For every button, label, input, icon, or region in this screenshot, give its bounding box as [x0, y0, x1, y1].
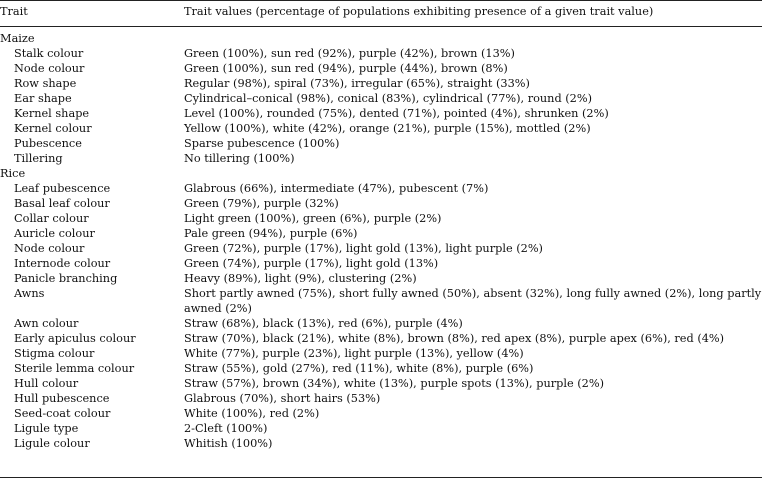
trait-values-cell: Light green (100%), green (6%), purple (2%): [184, 212, 442, 225]
table-row: [0, 316, 762, 331]
table-row: [0, 46, 762, 61]
trait-name-cell: Row shape: [14, 77, 77, 90]
trait-values-cell: White (77%), purple (23%), light purple (13%), yellow (4%): [184, 347, 524, 360]
table-row: [0, 76, 762, 91]
table-row: [0, 346, 762, 361]
table-row: [0, 271, 762, 286]
table-row: [0, 436, 762, 451]
trait-values-cell: Glabrous (66%), intermediate (47%), pubescent (7%): [184, 182, 489, 195]
trait-name-cell: Pubescence: [14, 137, 82, 150]
trait-name-cell: Seed-coat colour: [14, 407, 111, 420]
trait-name-cell: Panicle branching: [14, 272, 118, 285]
trait-name-cell: Early apiculus colour: [14, 332, 136, 345]
table-row: [0, 376, 762, 391]
section-heading: Maize: [0, 32, 35, 45]
trait-values-cell: Glabrous (70%), short hairs (53%): [184, 392, 381, 405]
table-row: [0, 226, 762, 241]
trait-values-cell: Level (100%), rounded (75%), dented (71%), pointed (4%), shrunken (2%): [184, 107, 609, 120]
table-row: [0, 241, 762, 256]
table-top-rule: [0, 0, 762, 1]
table-row: [0, 361, 762, 376]
trait-name-cell: Ligule colour: [14, 437, 90, 450]
trait-name-cell: Awns: [14, 287, 45, 300]
trait-name-cell: Kernel colour: [14, 122, 92, 135]
trait-name-cell: Stalk colour: [14, 47, 84, 60]
table-row: [0, 391, 762, 406]
trait-values-cell: Whitish (100%): [184, 437, 273, 450]
trait-name-cell: Collar colour: [14, 212, 89, 225]
trait-values-cell: Straw (70%), black (21%), white (8%), brown (8%), red apex (8%), purple apex (6%), red (4%): [184, 332, 725, 345]
table-row: [0, 106, 762, 121]
table-row: [0, 151, 762, 166]
trait-name-cell: Sterile lemma colour: [14, 362, 135, 375]
trait-values-cell: Sparse pubescence (100%): [184, 137, 340, 150]
trait-name-cell: Ligule type: [14, 422, 79, 435]
trait-values-cell: Yellow (100%), white (42%), orange (21%), purple (15%), mottled (2%): [184, 122, 591, 135]
column-header-trait: Trait: [0, 5, 28, 18]
header-rule: [0, 26, 762, 27]
table-row: [0, 421, 762, 436]
trait-values-cell: 2-Cleft (100%): [184, 422, 268, 435]
trait-name-cell: Node colour: [14, 62, 85, 75]
table-row: [0, 286, 762, 316]
table-row: [0, 331, 762, 346]
trait-name-cell: Awn colour: [14, 317, 79, 330]
section-heading: Rice: [0, 167, 26, 180]
trait-name-cell: Hull pubescence: [14, 392, 110, 405]
trait-values-cell: No tillering (100%): [184, 152, 295, 165]
trait-values-cell: White (100%), red (2%): [184, 407, 320, 420]
trait-values-cell: Straw (55%), gold (27%), red (11%), white (8%), purple (6%): [184, 362, 534, 375]
table-row: [0, 406, 762, 421]
trait-values-cell: Pale green (94%), purple (6%): [184, 227, 358, 240]
table-body: [0, 31, 762, 451]
trait-values-cell: Regular (98%), spiral (73%), irregular (65%), straight (33%): [184, 77, 530, 90]
trait-name-cell: Leaf pubescence: [14, 182, 111, 195]
table-row: [0, 136, 762, 151]
trait-name-cell: Ear shape: [14, 92, 72, 105]
table-row: [0, 91, 762, 106]
trait-name-cell: Node colour: [14, 242, 85, 255]
trait-values-cell: Green (72%), purple (17%), light gold (13%), light purple (2%): [184, 242, 543, 255]
column-header-trait-values: Trait values (percentage of populations exhibiting presence of a given trait value): [184, 5, 654, 18]
table-row: [0, 181, 762, 196]
table-row: [0, 196, 762, 211]
trait-name-cell: Tillering: [14, 152, 63, 165]
trait-name-cell: Auricle colour: [14, 227, 95, 240]
trait-name-cell: Hull colour: [14, 377, 79, 390]
trait-values-cell: Green (74%), purple (17%), light gold (13%): [184, 257, 439, 270]
table-row: [0, 256, 762, 271]
table-row: [0, 211, 762, 226]
table-bottom-rule: [0, 477, 762, 478]
trait-name-cell: Stigma colour: [14, 347, 95, 360]
table-row: [0, 61, 762, 76]
trait-values-cell: Green (100%), sun red (92%), purple (42%), brown (13%): [184, 47, 515, 60]
trait-values-cell: Short partly awned (75%), short fully awned (50%), absent (32%), long fully awned (2%), long partly awned (2%): [184, 287, 762, 315]
trait-name-cell: Kernel shape: [14, 107, 90, 120]
trait-values-cell: Green (100%), sun red (94%), purple (44%), brown (8%): [184, 62, 508, 75]
trait-values-cell: Green (79%), purple (32%): [184, 197, 339, 210]
trait-values-cell: Heavy (89%), light (9%), clustering (2%): [184, 272, 417, 285]
table-row: [0, 121, 762, 136]
trait-name-cell: Internode colour: [14, 257, 111, 270]
trait-values-cell: Straw (68%), black (13%), red (6%), purple (4%): [184, 317, 463, 330]
trait-values-cell: Cylindrical–conical (98%), conical (83%), cylindrical (77%), round (2%): [184, 92, 593, 105]
trait-values-cell: Straw (57%), brown (34%), white (13%), purple spots (13%), purple (2%): [184, 377, 604, 390]
trait-name-cell: Basal leaf colour: [14, 197, 110, 210]
